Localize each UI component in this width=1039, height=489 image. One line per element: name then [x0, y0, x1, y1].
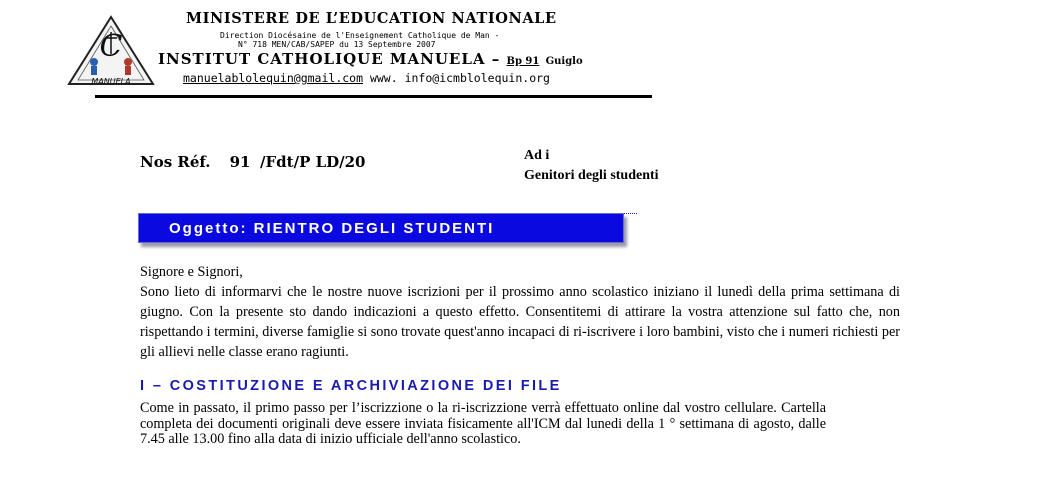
institute-name-line: [158, 50, 583, 68]
reference-number: 91: [229, 153, 251, 171]
direction-line: Direction Diocésaine de l'Enseignement Catholique de Man -: [220, 31, 500, 40]
reference-label: Nos Réf.: [140, 153, 211, 171]
section-1-paragraph: Come in passato, il primo passo per l’iscrizzione o la ri-iscrizzione verrà effettuato online dal vostro cellulare. Cartella completa dei documenti originali deve essere inviata fisicamente all'ICM dal lunedi della 1 ° settimana di agosto, dalle 7.45 alle 13.00 fino alla data di inizio ufficiale dell'anno scolastico.: [140, 400, 826, 447]
logo-text: MANUELA: [91, 77, 131, 86]
institute-bp: Bp 91: [506, 56, 540, 67]
addressee-line2: Genitori degli studenti: [524, 168, 659, 183]
section-1-text: [140, 401, 826, 448]
contacts-line: [183, 71, 550, 85]
body-paragraph: Sono lieto di informarvi che le nostre nuove iscrizioni per il prossimo anno scolastico iniziano il lunedì della prima settimana di giugno. Con la presente sto dando indicazioni a questo effetto. Consentitemi di attirare la vostra attenzione sul fatto che, non rispettando i termini, diverse famiglie si sono trovate quest'anno incapaci di ri-iscrivere i loro bambini, visto che i numeri richiesti per gli allievi nelle classe erano ragiunti.: [140, 284, 900, 360]
website-text: www. info@icmblolequin.org: [369, 71, 550, 85]
decree-line: N° 718 MEN/CAB/SAPEP du 13 Septembre 2007: [238, 40, 436, 49]
ministry-title: MINISTERE DE L’EDUCATION NATIONALE: [186, 10, 557, 27]
letter-body: [140, 262, 900, 362]
reference-suffix: /Fdt/P LD/20: [260, 153, 366, 171]
addressee-block: [524, 146, 659, 186]
school-logo: [66, 14, 156, 88]
institute-name: INSTITUT CATHOLIQUE MANUELA –: [158, 50, 501, 68]
subject-banner: Oggetto: RIENTRO DEGLI STUDENTI: [138, 213, 624, 243]
header-divider: [95, 95, 652, 98]
reference-line: [140, 153, 365, 171]
institute-city: Guiglo: [545, 56, 583, 67]
salutation: Signore e Signori,: [140, 264, 243, 280]
addressee-line1: Ad i: [524, 148, 550, 163]
svg-text:C: C: [99, 29, 123, 64]
email-link[interactable]: manuelablolequin@gmail.com: [183, 71, 364, 85]
section-1-title: I – COSTITUZIONE E ARCHIVIAZIONE DEI FILE: [140, 378, 562, 394]
